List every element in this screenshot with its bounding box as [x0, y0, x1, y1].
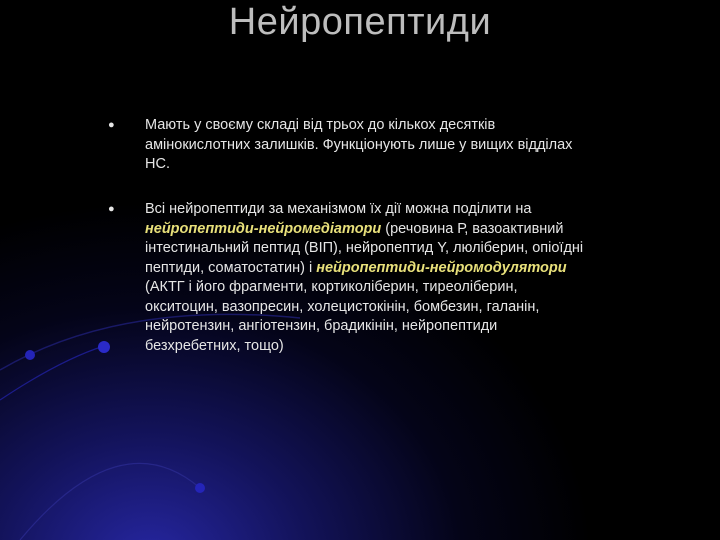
decorative-dot — [195, 483, 205, 493]
decorative-arc — [0, 346, 104, 400]
decorative-dot — [25, 350, 35, 360]
page-title: Нейропептиди — [228, 1, 492, 43]
text-segment: Всі нейропептиди за механізмом їх дії можна поділити на — [145, 201, 532, 217]
bullet-marker-icon: ● — [108, 203, 115, 215]
highlighted-term: нейропептиди-нейромодулятори — [316, 259, 567, 276]
highlighted-term: нейропептиди-нейромедіатори — [145, 220, 382, 237]
bullet-text: Мають у своєму складі від трьох до кількох десятків амінокислотних залишків. Функціонують лише у вищих відділах НС. — [145, 117, 573, 172]
decorative-arc — [20, 463, 200, 540]
bullet-item — [108, 200, 588, 356]
bullet-item — [108, 116, 588, 175]
text-segment: (АКТГ і його фрагменти, кортиколіберин, тиреоліберин, окситоцин, вазопресин, холецистокінін, бомбезин, галанін, нейротензин, ангіотензин, брадикінін, нейропептиди безхребетних, тощо) — [145, 279, 540, 354]
text-segment: (речовина Р, вазоактивний інтестинальний пептид (ВІП), нейропептид Y, люліберин, опіоїдні пептиди, соматостатин) і — [145, 220, 584, 276]
bullet-text — [145, 200, 588, 356]
bullet-marker-icon: ● — [108, 119, 115, 131]
